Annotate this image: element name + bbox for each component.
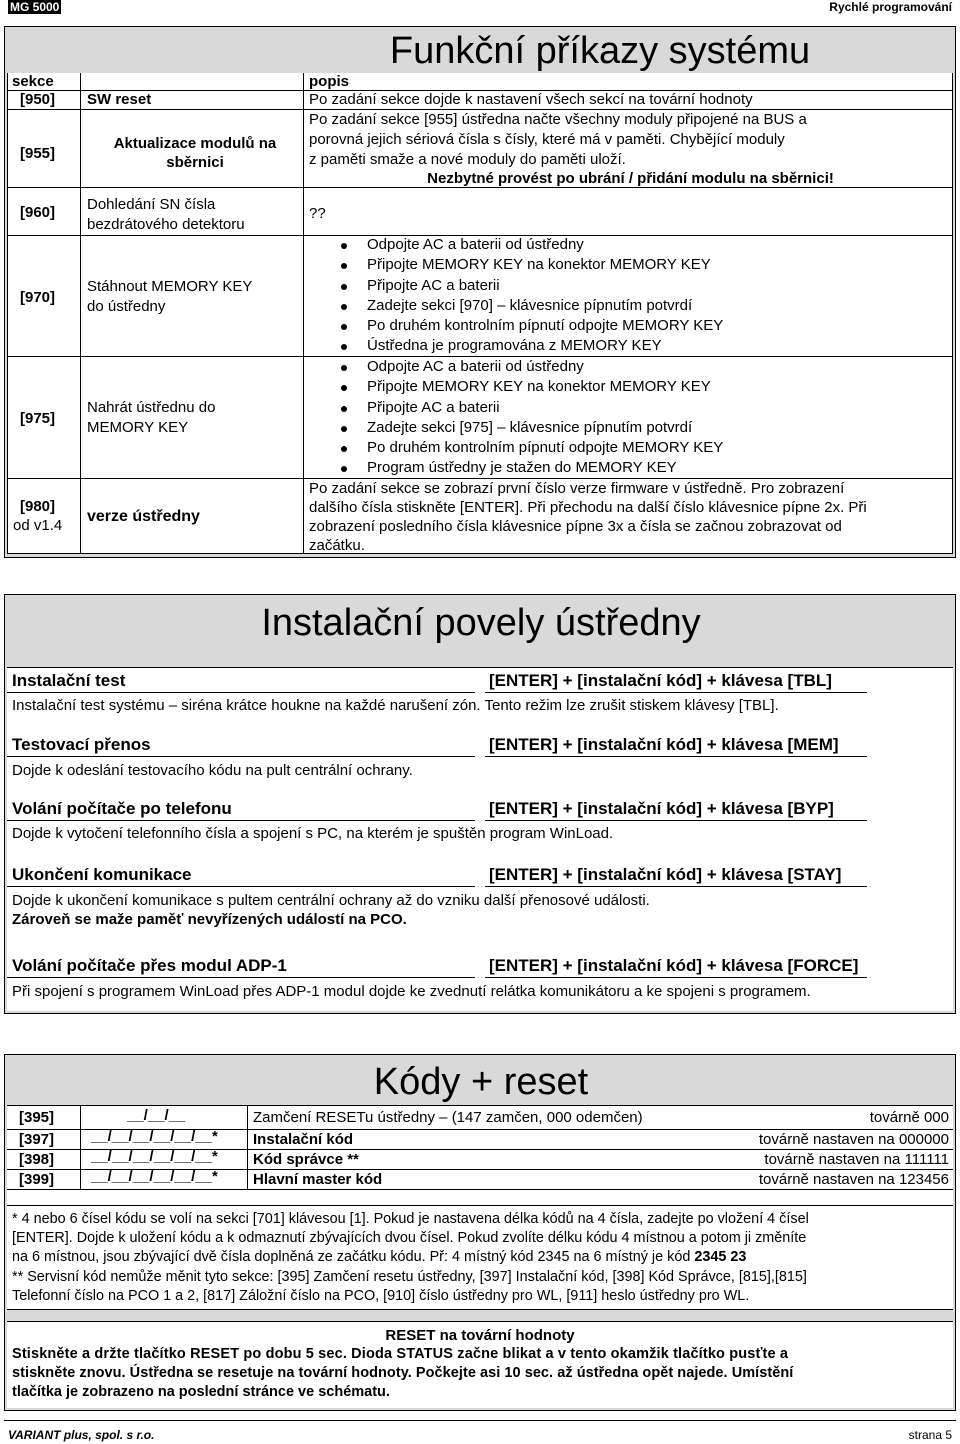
row-970-steps [337, 235, 723, 357]
code-row-397-label: Instalační kód [253, 1131, 354, 1148]
code-row-397-blank: __/__/__/__/__/__* [91, 1128, 218, 1145]
call-pc-keys: [ENTER] + [instalační kód] + klávesa [BYP] [489, 799, 834, 818]
footer-page: strana 5 [908, 1428, 952, 1442]
row-950-name: SW reset [87, 91, 152, 108]
col-sekce: sekce [12, 73, 54, 90]
row-960-name2: bezdrátového detektoru [87, 216, 245, 233]
row-970-name2: do ústředny [87, 298, 166, 315]
row-950-code: [950] [20, 91, 56, 108]
row-980-desc1: Po zadání sekce se zobrazí první číslo verze firmware v ústředně. Pro zobrazení [309, 480, 845, 497]
section-codes-reset [4, 1054, 956, 1411]
adp-desc: Při spojení s programem WinLoad přes ADP-1 modul dojde ke zvednutí relátka komunikátoru a ke spojeni s programem. [12, 983, 811, 1000]
header-right: Rychlé programování [829, 0, 952, 14]
row-960-code: [960] [20, 204, 56, 221]
end-comm-label: Ukončení komunikace [12, 865, 192, 884]
header-left: MG 5000 [10, 0, 60, 14]
code-row-395-blank: __/__/__ [127, 1107, 186, 1124]
code-row-399-default: továrně nastaven na 123456 [758, 1171, 949, 1188]
reset-line2: stiskněte znovu. Ústředna se resetuje na tovární hodnoty. Počkejte asi 10 sec. až ústředna opět najede. Umístění [12, 1365, 794, 1381]
row-980-name: verze ústředny [87, 508, 200, 525]
row-970-code: [970] [20, 289, 56, 306]
list-item: Ústředna je programována z MEMORY KEY [337, 336, 723, 356]
row-980-desc2: dalšího čísla stiskněte [ENTER]. Při přechodu na další číslo klávesnice pípne 2x. Při [309, 499, 867, 516]
code-row-397-default: továrně nastaven na 000000 [758, 1131, 949, 1148]
code-row-399-blank: __/__/__/__/__/__* [91, 1168, 218, 1185]
install-test-label: Instalační test [12, 671, 126, 690]
section-title: Instalační povely ústředny [261, 602, 701, 644]
list-item: Zadejte sekci [970] – klávesnice pípnutím potvrdí [337, 296, 723, 316]
end-comm-keys: [ENTER] + [instalační kód] + klávesa [STAY] [489, 865, 842, 884]
note1-line3: na 6 místnou, jsou zbývající dvě čísla doplněná ze začátku kódu. Př: 4 místný kód 2345 na 6 místný je kód 2345 23 [12, 1249, 747, 1265]
codes-notes [7, 1205, 953, 1309]
list-item: Odpojte AC a baterii od ústředny [337, 357, 723, 377]
section-installer-commands [4, 594, 956, 1014]
section-functional-commands [4, 26, 956, 558]
install-test-keys: [ENTER] + [instalační kód] + klávesa [TBL] [489, 671, 832, 690]
list-item: Připojte MEMORY KEY na konektor MEMORY KEY [337, 255, 723, 275]
row-975-steps [337, 357, 723, 479]
test-transmission-label: Testovací přenos [12, 735, 151, 754]
section-title: Funkční příkazy systému [389, 30, 811, 72]
row-955-name2: sběrnici [166, 154, 224, 171]
row-960-name1: Dohledání SN čísla [87, 196, 216, 213]
code-row-398-code: [398] [19, 1151, 55, 1168]
code-row-395-code: [395] [19, 1109, 55, 1126]
note2-line2: Telefonní číslo na PCO 1 a 2, [817] Záložní číslo na PCO, [910] číslo ústředny pro WL, [911] heslo ústředny pro WL. [12, 1288, 750, 1304]
row-955-desc1: Po zadání sekce [955] ústředna načte všechny moduly připojené na BUS a [309, 111, 807, 128]
list-item: Odpojte AC a baterii od ústředny [337, 235, 723, 255]
row-980-code2: od v1.4 [13, 517, 63, 534]
note2-line1: ** Servisní kód nemůže měnit tyto sekce: [395] Zamčení resetu ústředny, [397] Instalační kód, [398] Kód Správce, [815],[815] [12, 1269, 807, 1285]
list-item: Připojte MEMORY KEY na konektor MEMORY KEY [337, 377, 723, 397]
code-row-399-label: Hlavní master kód [253, 1171, 383, 1188]
row-975-name2: MEMORY KEY [87, 419, 189, 436]
row-975-code: [975] [20, 410, 56, 427]
code-row-395-default: továrně 000 [869, 1109, 949, 1126]
col-popis: popis [309, 73, 349, 90]
test-transmission-desc: Dojde k odeslání testovacího kódu na pult centrální ochrany. [12, 762, 413, 779]
code-row-397-code: [397] [19, 1131, 55, 1148]
install-test-desc: Instalační test systému – siréna krátce houkne na každé narušení zón. Tento režim lze zrušit stiskem klávesy [TBL]. [12, 697, 779, 714]
row-970-name1: Stáhnout MEMORY KEY [87, 278, 253, 295]
footer-company: VARIANT plus, spol. s r.o. [8, 1428, 155, 1442]
code-row-395-label: Zamčení RESETu ústředny – (147 zamčen, 000 odemčen) [253, 1109, 643, 1126]
note1-line1: * 4 nebo 6 čísel kódu se volí na sekci [701] klávesou [1]. Pokud je nastavena délka kódů na 4 čísla, zadejte po vložení 4 čísel [12, 1211, 809, 1227]
row-955-desc3: z paměti smaže a nové moduly do paměti uloží. [309, 151, 626, 168]
reset-line3: tlačítka je zobrazeno na poslední stránce ve schématu. [12, 1384, 390, 1400]
list-item: Po druhém kontrolním pípnutí odpojte MEMORY KEY [337, 438, 723, 458]
functions-table [7, 73, 953, 553]
code-row-399-code: [399] [19, 1171, 55, 1188]
row-980-desc3: zobrazení posledního čísla klávesnice pípne 3x a čísla se začnou zobrazovat od [309, 518, 842, 535]
row-980-desc4: začátku. [309, 537, 365, 554]
row-955-desc2: porovná jejich sériová čísla s čísly, které má v paměti. Chybějící moduly [309, 131, 785, 148]
section-title: Kódy + reset [373, 1061, 589, 1103]
code-row-398-default: továrně nastaven na 111111 [764, 1151, 949, 1168]
list-item: Připojte AC a baterii [337, 398, 723, 418]
reset-line1: Stiskněte a držte tlačítko RESET po dobu 5 sec. Dioda STATUS začne blikat a v tento okamžik tlačítko pusťte a [12, 1346, 789, 1362]
reset-box [7, 1321, 953, 1408]
test-transmission-keys: [ENTER] + [instalační kód] + klávesa [MEM] [489, 735, 839, 754]
row-975-name1: Nahrát ústřednu do [87, 399, 216, 416]
row-960-desc: ?? [309, 205, 326, 222]
row-955-warning: Nezbytné provést po ubrání / přidání modulu na sběrnici! [427, 170, 834, 187]
row-955-name1: Aktualizace modulů na [113, 135, 277, 152]
call-pc-label: Volání počítače po telefonu [12, 799, 232, 818]
note1-line2: [ENTER]. Dojde k uložení kódu a k odmaznutí zbývajících dvou čísel. Pokud zvolíte délku kódu 4 místnou a potom ji změníte [12, 1230, 807, 1246]
adp-label: Volání počítače přes modul ADP-1 [12, 956, 287, 975]
row-950-desc: Po zadání sekce dojde k nastavení všech sekcí na tovární hodnoty [309, 91, 753, 108]
code-row-398-label: Kód správce ** [253, 1151, 359, 1168]
list-item: Program ústředny je stažen do MEMORY KEY [337, 458, 723, 478]
list-item: Po druhém kontrolním pípnutí odpojte MEMORY KEY [337, 316, 723, 336]
end-comm-desc2: Zároveň se maže paměť nevyřízených událostí na PCO. [12, 911, 407, 928]
row-980-code: [980] [20, 498, 56, 515]
code-row-398-blank: __/__/__/__/__/__* [91, 1148, 218, 1165]
call-pc-desc: Dojde k vytočení telefonního čísla a spojení s PC, na kterém je spuštěn program WinLoad. [12, 825, 614, 842]
list-item: Připojte AC a baterii [337, 276, 723, 296]
end-comm-desc1: Dojde k ukončení komunikace s pultem centrální ochrany až do vzniku další přenosové události. [12, 892, 650, 909]
reset-title: RESET na tovární hodnoty [385, 1327, 575, 1344]
adp-keys: [ENTER] + [instalační kód] + klávesa [FORCE] [489, 956, 859, 975]
row-955-code: [955] [20, 145, 56, 162]
list-item: Zadejte sekci [975] – klávesnice pípnutím potvrdí [337, 418, 723, 438]
